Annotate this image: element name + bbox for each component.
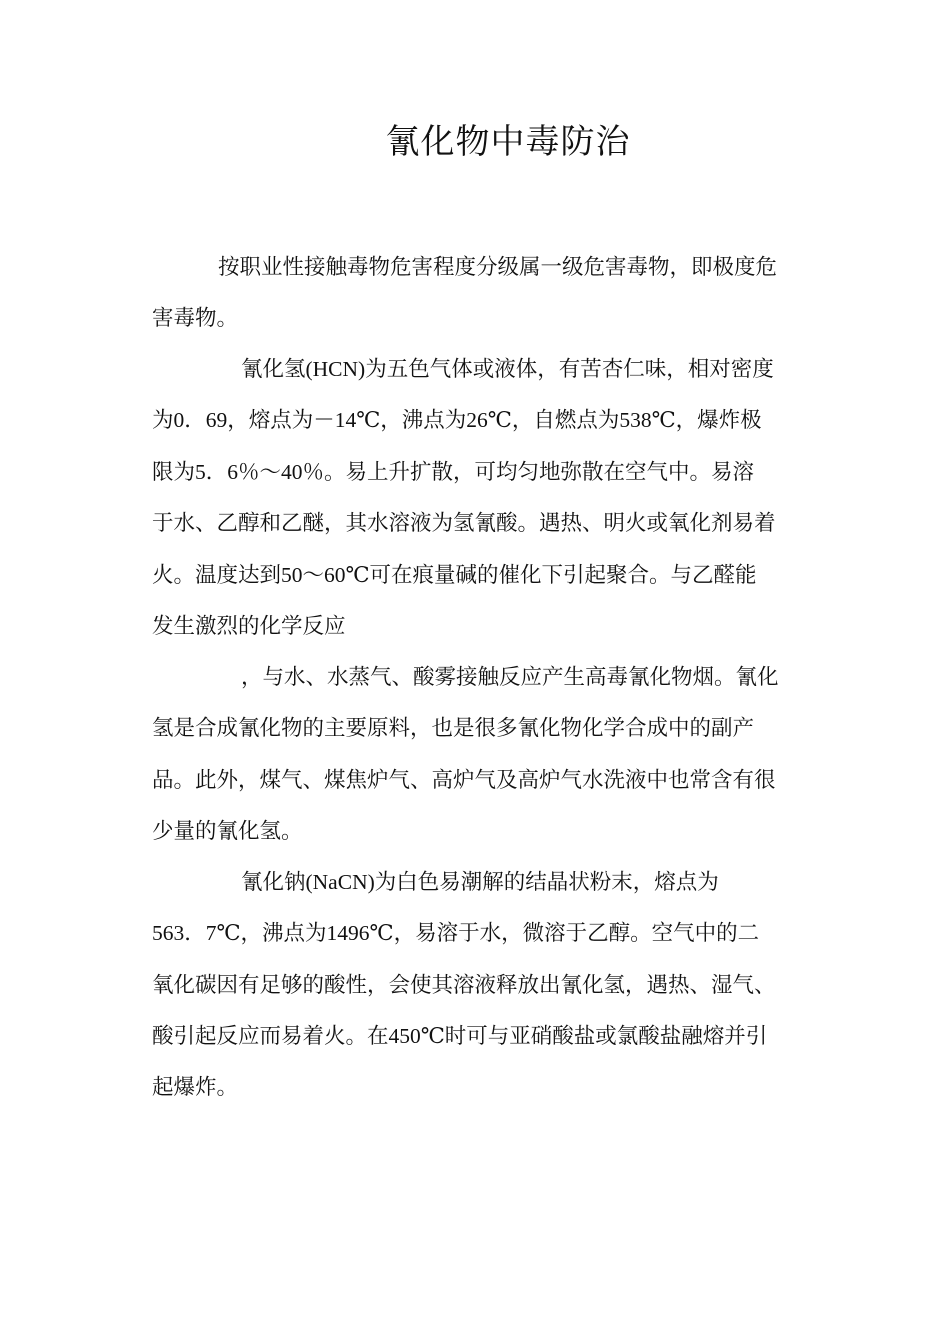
text-line: 氰化钠(NaCN)为白色易潮解的结晶状粉末，熔点为 xyxy=(241,870,719,894)
text-line: 563．7℃，沸点为1496℃，易溶于水，微溶于乙醇。空气中的二 xyxy=(152,921,760,945)
text-line: 害毒物。 xyxy=(152,306,239,330)
text-line: 氰化氢(HCN)为五色气体或液体，有苦杏仁味，相对密度 xyxy=(241,357,774,381)
text-line: ，与水、水蒸气、酸雾接触反应产生高毒氰化物烟。氰化 xyxy=(241,665,779,689)
text-line: 为0．69，熔点为－14℃，沸点为26℃，自燃点为538℃，爆炸极 xyxy=(152,408,762,432)
text-line: 发生激烈的化学反应 xyxy=(152,614,346,638)
text-line: 酸引起反应而易着火。在450℃时可与亚硝酸盐或氯酸盐融熔并引 xyxy=(152,1024,768,1048)
text-line: 起爆炸。 xyxy=(152,1075,239,1099)
text-line: 氧化碳因有足够的酸性，会使其溶液释放出氰化氢，遇热、湿气、 xyxy=(152,973,776,997)
text-line: 按职业性接触毒物危害程度分级属一级危害毒物，即极度危 xyxy=(218,255,778,279)
text-line: 限为5．6％～40％。易上升扩散，可均匀地弥散在空气中。易溶 xyxy=(152,460,755,484)
document-title: 氰化物中毒防治 xyxy=(385,124,631,161)
text-line: 少量的氰化氢。 xyxy=(152,819,303,843)
text-line: 于水、乙醇和乙醚，其水溶液为氢氰酸。遇热、明火或氧化剂易着 xyxy=(152,511,776,535)
text-line: 氢是合成氰化物的主要原料，也是很多氰化物化学合成中的副产 xyxy=(152,716,755,740)
text-line: 火。温度达到50～60℃可在痕量碱的催化下引起聚合。与乙醛能 xyxy=(152,563,757,587)
text-line: 品。此外，煤气、煤焦炉气、高炉气及高炉气水洗液中也常含有很 xyxy=(152,768,776,792)
